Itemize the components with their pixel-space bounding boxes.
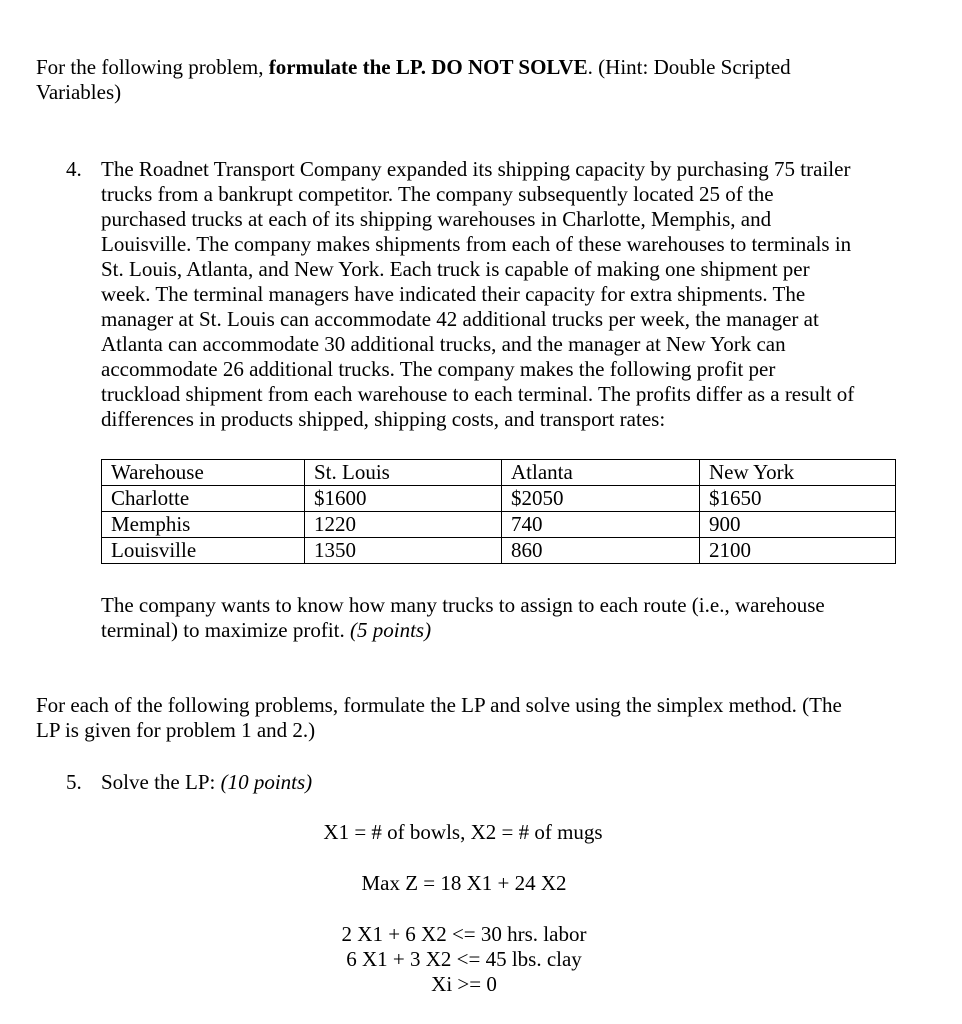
table-cell: 1220 [305, 512, 502, 538]
problem-5-points: (10 points) [220, 770, 313, 794]
instructions-line-2: Variables) [36, 80, 122, 104]
table-cell: 860 [502, 538, 700, 564]
lp-objective: Max Z = 18 X1 + 24 X2 [361, 871, 567, 895]
lp-constraint: 2 X1 + 6 X2 <= 30 hrs. labor [341, 922, 587, 946]
instructions-suffix: . (Hint: Double Scripted [587, 55, 791, 79]
lp-variables: X1 = # of bowls, X2 = # of mugs [323, 820, 603, 844]
table-cell: 2100 [700, 538, 896, 564]
table-header-cell: Atlanta [502, 460, 700, 486]
problem-4-line: purchased trucks at each of its shipping warehouses in Charlotte, Memphis, and [101, 207, 772, 231]
table-cell: $2050 [502, 486, 700, 512]
problem-4-points: (5 points) [350, 618, 432, 642]
instructions-paragraph-2 [36, 693, 916, 743]
problem-4-question [101, 593, 901, 643]
problem-4-line: week. The terminal managers have indicated their capacity for extra shipments. The [101, 282, 806, 306]
problem-4-text [101, 157, 901, 432]
problem-4-line: Atlanta can accommodate 30 additional trucks, and the manager at New York can [101, 332, 786, 356]
table-header-cell: Warehouse [102, 460, 305, 486]
problem-4-line: truckload shipment from each warehouse to each terminal. The profits differ as a result of [101, 382, 855, 406]
table-cell: $1600 [305, 486, 502, 512]
problem-4-line: St. Louis, Atlanta, and New York. Each truck is capable of making one shipment per [101, 257, 810, 281]
table-row [102, 538, 896, 564]
problem-4-question-line-1: The company wants to know how many trucks to assign to each route (i.e., warehouse [101, 593, 825, 617]
table-header-row [102, 460, 896, 486]
table-header-cell: New York [700, 460, 896, 486]
table-cell: Charlotte [102, 486, 305, 512]
profit-table [101, 459, 896, 564]
table-cell: 740 [502, 512, 700, 538]
table-header-cell: St. Louis [305, 460, 502, 486]
problem-5-number: 5. [66, 770, 82, 794]
table-row [102, 486, 896, 512]
problem-4-line: trucks from a bankrupt competitor. The company subsequently located 25 of the [101, 182, 774, 206]
problem-4-line: Louisville. The company makes shipments from each of these warehouses to terminals in [101, 232, 852, 256]
problem-4-number: 4. [66, 157, 82, 181]
instructions-prefix: For the following problem, [36, 55, 269, 79]
problem-5-prompt: Solve the LP: [101, 770, 221, 794]
problem-4-question-line-2 [101, 618, 901, 643]
table-cell: 900 [700, 512, 896, 538]
instructions-bold: formulate the LP. DO NOT SOLVE [268, 55, 588, 79]
problem-5-text [101, 770, 312, 795]
problem-4-question-text: terminal) to maximize profit. [101, 618, 351, 642]
instructions-paragraph-1 [36, 55, 916, 105]
table-cell: $1650 [700, 486, 896, 512]
problem-4-line: manager at St. Louis can accommodate 42 additional trucks per week, the manager at [101, 307, 819, 331]
table-cell: Louisville [102, 538, 305, 564]
instructions-2-line-1: For each of the following problems, formulate the LP and solve using the simplex method. (The [36, 693, 842, 717]
table-cell: Memphis [102, 512, 305, 538]
lp-constraint: 6 X1 + 3 X2 <= 45 lbs. clay [346, 947, 582, 971]
problem-4-line: The Roadnet Transport Company expanded its shipping capacity by purchasing 75 trailer [101, 157, 851, 181]
table-row [102, 512, 896, 538]
problem-4-line: differences in products shipped, shipping costs, and transport rates: [101, 407, 666, 431]
table-cell: 1350 [305, 538, 502, 564]
instructions-2-line-2: LP is given for problem 1 and 2.) [36, 718, 316, 742]
lp-nonnegativity: Xi >= 0 [431, 972, 497, 996]
problem-4-line: accommodate 26 additional trucks. The company makes the following profit per [101, 357, 776, 381]
